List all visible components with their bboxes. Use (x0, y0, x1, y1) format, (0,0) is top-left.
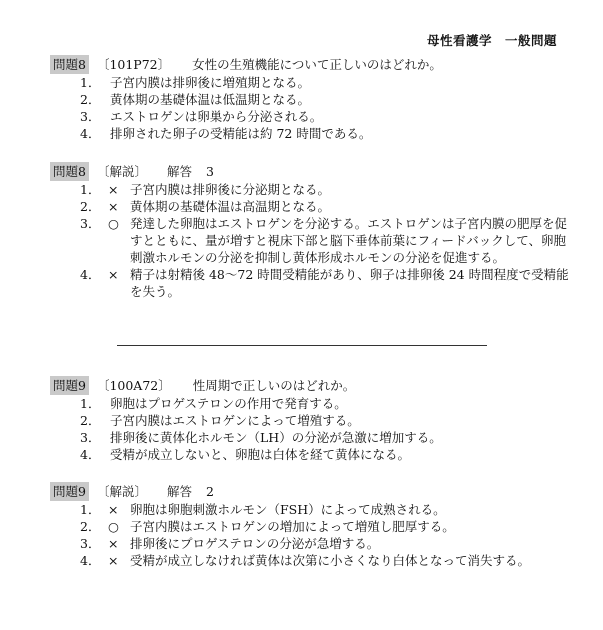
judgement-mark: × (108, 182, 119, 197)
options-list (50, 74, 570, 142)
option-number: 2． (80, 199, 101, 214)
explanation-item (50, 266, 570, 300)
question-number: 問題9 (50, 376, 89, 395)
option-text: 排卵された卵子の受精能は約 72 時間である。 (110, 126, 372, 141)
answer-9-line (50, 482, 570, 501)
question-number: 問題8 (50, 162, 89, 181)
question-text: 性周期で正しいのはどれか。 (192, 378, 356, 393)
option-number: 3． (80, 216, 101, 231)
question-9 (50, 376, 570, 463)
answer-8-line (50, 162, 570, 181)
option-number: 2． (80, 92, 101, 107)
option-number: 3． (80, 430, 101, 445)
answer-9 (50, 482, 570, 569)
option-number: 3． (80, 109, 101, 124)
question-8 (50, 55, 570, 142)
judgement-mark: × (108, 267, 119, 282)
answer-value: 3 (205, 164, 214, 179)
options-list (50, 395, 570, 463)
explanation-list (50, 501, 570, 569)
judgement-mark: × (108, 199, 119, 214)
explanation-item (50, 518, 570, 535)
option-number: 4． (80, 126, 101, 141)
explanation-text: 発達した卵胞はエストロゲンを分泌する。エストロゲンは子宮内膜の肥厚を促すとともに、量が増すと視床下部と脳下垂体前葉にフィードバックして、卵胞刺激ホルモンの分泌を抑制し黄体形成ホルモンの分泌を促進する。 (130, 216, 568, 265)
option-text: エストロゲンは卵巣から分泌される。 (110, 109, 323, 124)
option-number: 4． (80, 267, 101, 282)
explanation-list (50, 181, 570, 300)
explanation-text: 子宮内膜は排卵後に分泌期となる。 (130, 182, 331, 197)
page-header: 母性看護学 一般問題 (426, 33, 557, 48)
explanation-item (50, 181, 570, 198)
option-text: 排卵後に黄体化ホルモン（LH）の分泌が急激に増加する。 (110, 430, 442, 445)
explanation-text: 黄体期の基礎体温は高温期となる。 (130, 199, 331, 214)
answer-value: 2 (205, 484, 214, 499)
question-text: 女性の生殖機能について正しいのはどれか。 (192, 57, 442, 72)
kaisetsu-label: 〔解説〕 (96, 484, 147, 499)
judgement-mark: ○ (108, 519, 119, 534)
question-number: 問題8 (50, 55, 89, 74)
explanation-item (50, 501, 570, 518)
judgement-mark: × (108, 536, 119, 551)
option-number: 3． (80, 536, 101, 551)
option-item (50, 395, 570, 412)
question-code: 〔101P72〕 (96, 57, 171, 72)
option-text: 黄体期の基礎体温は低温期となる。 (110, 92, 311, 107)
option-item (50, 412, 570, 429)
option-text: 卵胞はプロゲステロンの作用で発育する。 (110, 396, 347, 411)
answer-label: 解答 (166, 164, 192, 179)
explanation-text: 卵胞は卵胞刺激ホルモン（FSH）によって成熟される。 (130, 502, 446, 517)
question-code: 〔100A72〕 (96, 378, 171, 393)
explanation-item (50, 535, 570, 552)
answer-label: 解答 (166, 484, 192, 499)
explanation-item (50, 552, 570, 569)
option-item (50, 446, 570, 463)
option-text: 子宮内膜は排卵後に増殖期となる。 (110, 75, 311, 90)
judgement-mark: ○ (108, 216, 119, 231)
option-item (50, 74, 570, 91)
option-number: 1． (80, 75, 101, 90)
judgement-mark: × (108, 502, 119, 517)
explanation-text: 排卵後にプロゲステロンの分泌が急増する。 (130, 536, 380, 551)
option-text: 受精が成立しないと、卵胞は白体を経て黄体になる。 (110, 447, 411, 462)
explanation-item (50, 215, 570, 266)
option-item (50, 429, 570, 446)
option-item (50, 108, 570, 125)
question-8-line (50, 55, 570, 74)
option-number: 1． (80, 502, 101, 517)
explanation-text: 精子は射精後 48～72 時間受精能があり、卵子は排卵後 24 時間程度で受精能を失う。 (130, 267, 569, 299)
question-9-line (50, 376, 570, 395)
option-text: 子宮内膜はエストロゲンによって増殖する。 (110, 413, 360, 428)
question-number: 問題9 (50, 482, 89, 501)
option-number: 2． (80, 413, 101, 428)
option-number: 1． (80, 396, 101, 411)
option-number: 4． (80, 553, 101, 568)
option-number: 1． (80, 182, 101, 197)
explanation-item (50, 198, 570, 215)
option-item (50, 125, 570, 142)
explanation-text: 受精が成立しなければ黄体は次第に小さくなり白体となって消失する。 (130, 553, 531, 568)
judgement-mark: × (108, 553, 119, 568)
section-divider (117, 345, 487, 346)
kaisetsu-label: 〔解説〕 (96, 164, 147, 179)
explanation-text: 子宮内膜はエストロゲンの増加によって増殖し肥厚する。 (130, 519, 455, 534)
option-number: 2． (80, 519, 101, 534)
option-number: 4． (80, 447, 101, 462)
answer-8 (50, 162, 570, 300)
option-item (50, 91, 570, 108)
